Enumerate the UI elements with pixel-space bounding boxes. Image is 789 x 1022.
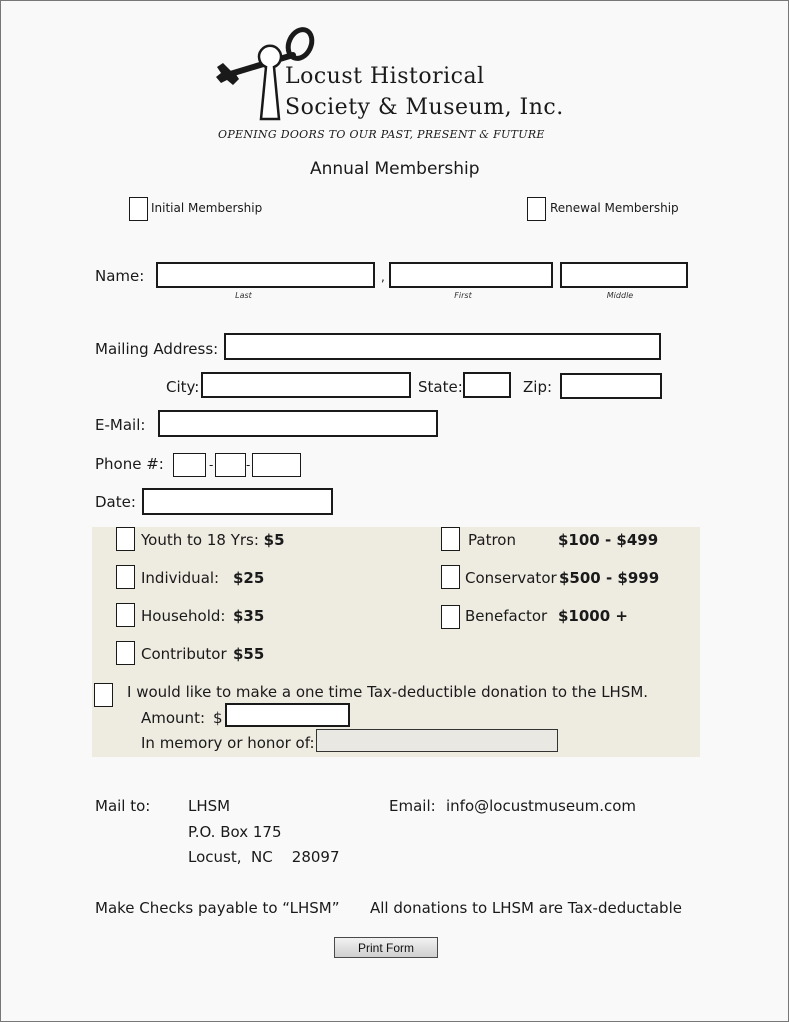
phone-line-input[interactable]	[253, 454, 300, 476]
donation-amount-field[interactable]	[225, 703, 350, 727]
contact-email-label: Email:	[389, 797, 436, 815]
household-level-name: Household:	[141, 607, 226, 625]
memory-honor-field[interactable]	[316, 729, 558, 752]
last-name-hint: Last	[235, 291, 252, 300]
patron-level-name: Patron	[468, 531, 516, 549]
individual-level-name: Individual:	[141, 569, 220, 587]
city-field[interactable]	[201, 372, 411, 398]
email-label: E-Mail:	[95, 416, 146, 434]
household-level-price: $35	[233, 607, 265, 625]
date-field[interactable]	[142, 488, 333, 515]
checks-payable-note: Make Checks payable to “LHSM”	[95, 899, 340, 917]
phone-separator-2: -	[246, 458, 251, 472]
date-input[interactable]	[144, 490, 331, 513]
first-name-field[interactable]	[389, 262, 553, 288]
conservator-level-price: $500 - $999	[559, 569, 660, 587]
zip-field[interactable]	[560, 373, 662, 399]
phone-area-input[interactable]	[174, 454, 205, 476]
mail-address-line-3: Locust, NC 28097	[188, 848, 340, 866]
individual-level-checkbox[interactable]	[116, 565, 135, 589]
mailing-address-field[interactable]	[224, 333, 661, 360]
city-label: City:	[166, 378, 200, 396]
contributor-level-name: Contributor	[141, 645, 227, 663]
patron-level-checkbox[interactable]	[441, 527, 460, 551]
donation-amount-label: Amount:	[141, 709, 205, 727]
initial-membership-label: Initial Membership	[151, 201, 263, 215]
last-name-input[interactable]	[158, 264, 373, 286]
form-title: Annual Membership	[310, 159, 480, 179]
conservator-level-name: Conservator	[465, 569, 557, 587]
youth-level-label	[141, 531, 285, 549]
city-input[interactable]	[203, 374, 409, 396]
name-label: Name:	[95, 267, 145, 285]
mailing-address-input[interactable]	[226, 335, 659, 358]
renewal-membership-label: Renewal Membership	[550, 201, 679, 215]
zip-label: Zip:	[523, 378, 553, 396]
name-separator: ,	[381, 270, 385, 284]
phone-line-field[interactable]	[252, 453, 301, 477]
youth-level-price: $5	[263, 531, 285, 549]
phone-area-field[interactable]	[173, 453, 206, 477]
tax-deductible-note: All donations to LHSM are Tax-deductable	[370, 899, 682, 917]
donation-text: I would like to make a one time Tax-deductible donation to the LHSM.	[127, 683, 649, 701]
logo-tagline: OPENING DOORS TO OUR PAST, PRESENT & FUTURE	[218, 128, 545, 141]
initial-membership-checkbox[interactable]	[129, 197, 148, 221]
donation-checkbox[interactable]	[94, 683, 113, 707]
logo-line-1: Locust Historical	[285, 64, 485, 89]
renewal-membership-checkbox[interactable]	[527, 197, 546, 221]
mail-address-line-2: P.O. Box 175	[188, 823, 282, 841]
state-input[interactable]	[465, 374, 509, 396]
print-form-button[interactable]: Print Form	[334, 937, 438, 958]
contributor-level-price: $55	[233, 645, 265, 663]
memory-honor-input[interactable]	[317, 731, 557, 752]
logo-line-2: Society & Museum, Inc.	[285, 95, 564, 120]
state-field[interactable]	[463, 372, 511, 398]
benefactor-level-name: Benefactor	[465, 607, 548, 625]
mail-address-line-1: LHSM	[188, 797, 231, 815]
memory-honor-label: In memory or honor of:	[141, 734, 315, 752]
middle-name-field[interactable]	[560, 262, 688, 288]
email-input[interactable]	[160, 412, 436, 435]
youth-level-name: Youth to 18 Yrs:	[141, 531, 259, 549]
donation-currency: $	[213, 709, 223, 727]
mailing-address-label: Mailing Address:	[95, 340, 219, 358]
first-name-input[interactable]	[391, 264, 551, 286]
first-name-hint: First	[454, 291, 472, 300]
date-label: Date:	[95, 493, 136, 511]
donation-amount-input[interactable]	[227, 706, 348, 726]
conservator-level-checkbox[interactable]	[441, 565, 460, 589]
mail-to-label: Mail to:	[95, 797, 151, 815]
phone-prefix-input[interactable]	[216, 454, 245, 476]
household-level-checkbox[interactable]	[116, 603, 135, 627]
benefactor-level-price: $1000 +	[558, 607, 628, 625]
phone-label: Phone #:	[95, 455, 164, 473]
phone-separator-1: -	[209, 458, 214, 472]
state-label: State:	[418, 378, 463, 396]
email-field[interactable]	[158, 410, 438, 437]
middle-name-hint: Middle	[606, 291, 634, 300]
contributor-level-checkbox[interactable]	[116, 641, 135, 665]
patron-level-price: $100 - $499	[558, 531, 659, 549]
phone-prefix-field[interactable]	[215, 453, 246, 477]
middle-name-input[interactable]	[562, 264, 686, 286]
individual-level-price: $25	[233, 569, 265, 587]
zip-input[interactable]	[562, 375, 660, 397]
youth-level-checkbox[interactable]	[116, 527, 135, 551]
last-name-field[interactable]	[156, 262, 375, 288]
contact-email-value: info@locustmuseum.com	[446, 797, 637, 815]
benefactor-level-checkbox[interactable]	[441, 605, 460, 629]
